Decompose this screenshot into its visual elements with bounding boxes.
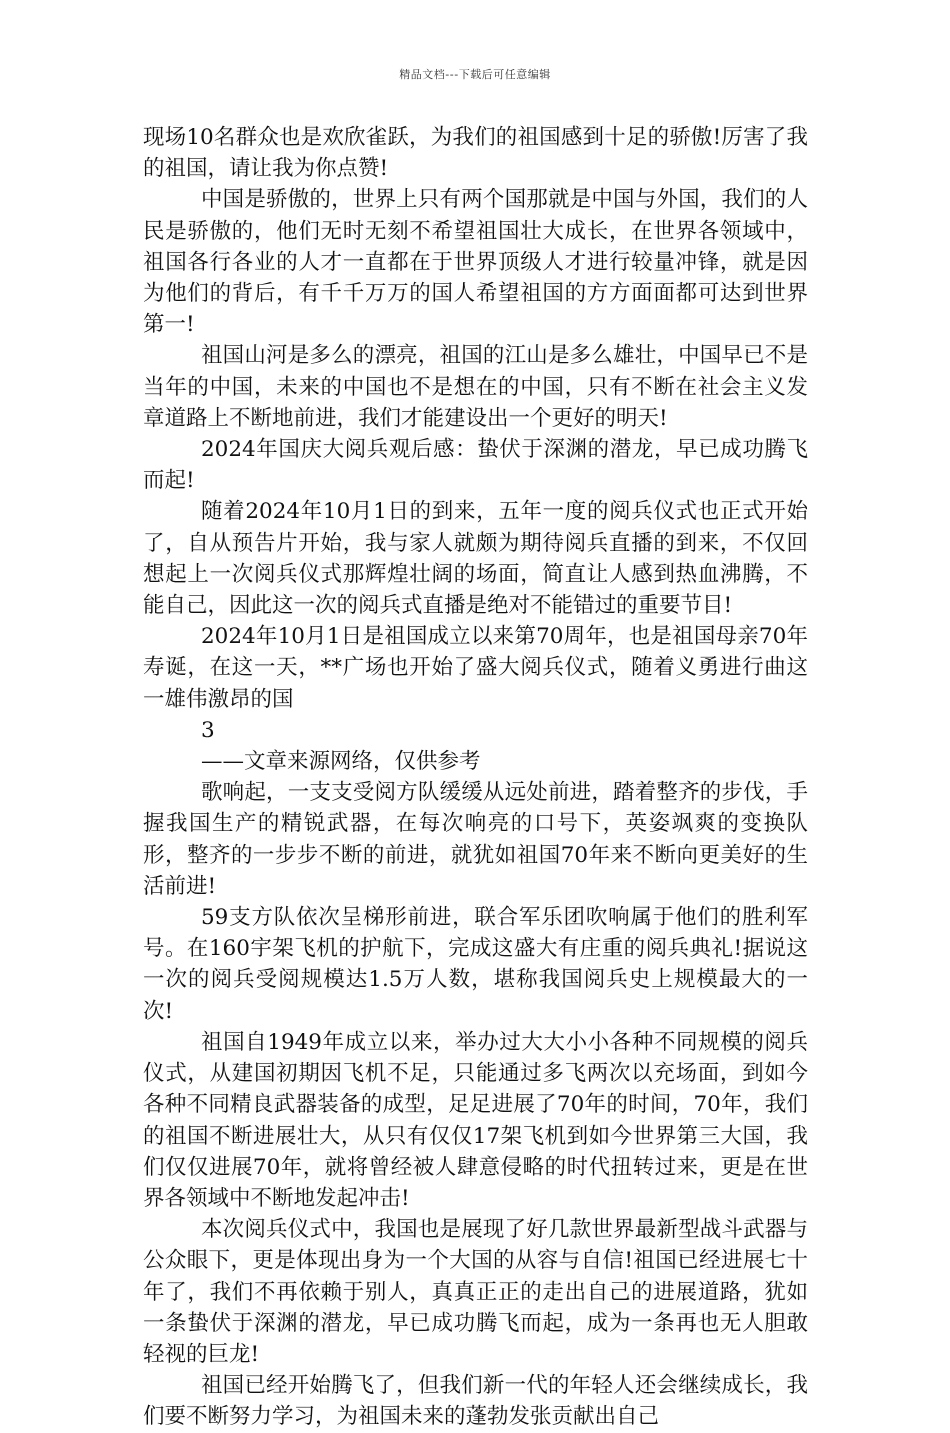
- paragraph: 祖国已经开始腾飞了，但我们新一代的年轻人还会继续成长，我们要不断努力学习，为祖国未来的蓬勃发张贡献出自己: [143, 1373, 808, 1430]
- paragraph: 本次阅兵仪式中，我国也是展现了好几款世界最新型战斗武器与公众眼下，更是体现出身为一个大国的从容与自信!祖国已经进展七十年了，我们不再依赖于别人，真真正正的走出自己的进展道路，犹如一条蛰伏于深渊的潜龙，早已成功腾飞而起，成为一条再也无人胆敢轻视的巨龙!: [143, 1217, 808, 1367]
- page-number: 3: [201, 717, 215, 743]
- paragraph: 祖国山河是多么的漂亮，祖国的江山是多么雄壮，中国早已不是当年的中国，未来的中国也不是想在的中国，只有不断在社会主义发章道路上不断地前进，我们才能建设出一个更好的明天!: [143, 343, 808, 431]
- paragraph: 中国是骄傲的，世界上只有两个国那就是中国与外国，我们的人民是骄傲的，他们无时无刻不希望祖国壮大成长，在世界各领域中，祖国各行各业的人才一直都在于世界顶级人才进行较量冲锋，就是因为他们的背后，有千千万万的国人希望祖国的方方面面都可达到世界第一!: [143, 187, 808, 338]
- paragraph: 2024年国庆大阅兵观后感：蛰伏于深渊的潜龙，早已成功腾飞而起!: [143, 437, 808, 494]
- paragraph: 随着2024年10月1日的到来，五年一度的阅兵仪式也正式开始了，自从预告片开始，我与家人就颇为期待阅兵直播的到来，不仅回想起上一次阅兵仪式那辉煌壮阔的场面，简直让人感到热血沸腾，不能自己，因此这一次的阅兵式直播是绝对不能错过的重要节目!: [143, 499, 808, 619]
- source-note: ——文章来源网络，仅供参考: [201, 749, 481, 775]
- paragraph: 祖国自1949年成立以来，举办过大大小小各种不同规模的阅兵仪式，从建国初期因飞机不足，只能通过多飞两次以充场面，到如今各种不同精良武器装备的成型，足足进展了70年的时间，70年，我们的祖国不断进展壮大，从只有仅仅17架飞机到如今世界第三大国，我们仅仅进展70年，就将曾经被人肆意侵略的时代扭转过来，更是在世界各领域中不断地发起冲击!: [143, 1029, 808, 1211]
- page-header: 精品文档---下载后可任意编辑: [399, 68, 551, 81]
- paragraph: 现场10名群众也是欢欣雀跃，为我们的祖国感到十足的骄傲!厉害了我的祖国，请让我为你点赞!: [143, 125, 808, 182]
- paragraph: 2024年10月1日是祖国成立以来第70周年，也是祖国母亲70年寿诞，在这一天，**广场也开始了盛大阅兵仪式，随着义勇进行曲这一雄伟激昂的国: [143, 624, 808, 712]
- paragraph: 歌响起，一支支受阅方队缓缓从远处前进，踏着整齐的步伐，手握我国生产的精锐武器，在每次响亮的口号下，英姿飒爽的变换队形，整齐的一步步不断的前进，就犹如祖国70年来不断向更美好的生活前进!: [143, 780, 808, 899]
- document-body: [143, 122, 808, 1433]
- paragraph: 59支方队依次呈梯形前进，联合军乐团吹响属于他们的胜利军号。在160宇架飞机的护航下，完成这盛大有庄重的阅兵典礼!据说这一次的阅兵受阅规模达1.5万人数，堪称我国阅兵史上规模最大的一次!: [143, 905, 808, 1024]
